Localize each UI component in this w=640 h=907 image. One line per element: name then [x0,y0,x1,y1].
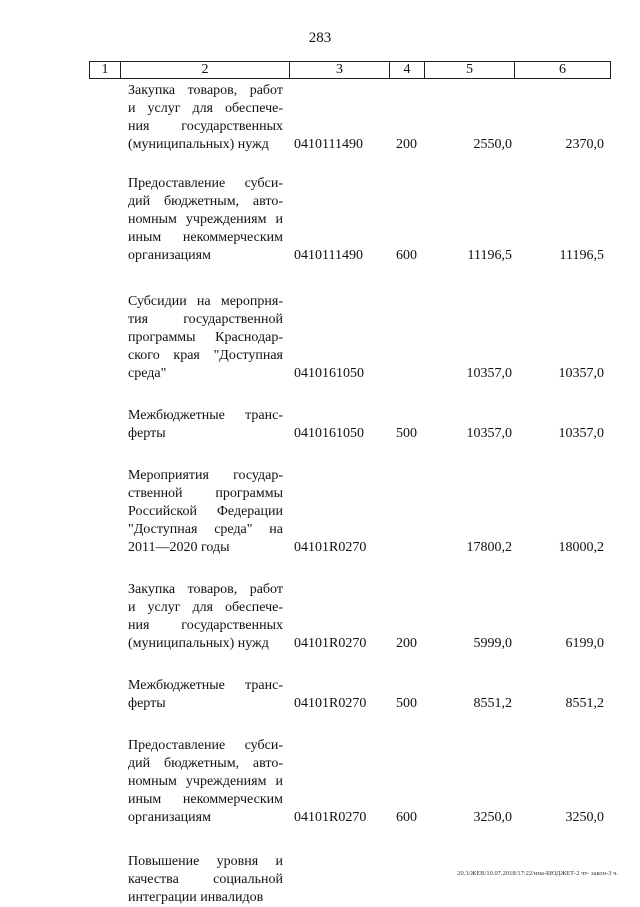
row-value-2019: 10357,0 [558,426,604,441]
row-name-line: 2011—2020 годы [128,540,230,555]
table-row [0,82,640,154]
row-name-line: ского края "Доступная [128,348,283,363]
table-header-row [89,61,611,79]
row-value-2018: 2550,0 [473,137,512,152]
row-value-2019: 3250,0 [565,810,604,825]
row-name-line: номным учреждениям и [128,212,283,227]
row-name-line: Межбюджетные транс- [128,678,283,693]
row-name [128,467,283,557]
row-name [128,737,283,827]
table-row [0,467,640,557]
row-value-2018: 17800,2 [466,540,512,555]
table-row [0,581,640,653]
row-name-line: Российской Федерации [128,504,283,519]
row-name-line: ственной программы [128,486,283,501]
row-name-line: ферты [128,426,166,441]
row-name-line: иным некоммерческим [128,230,283,245]
row-name-line: Предоставление субси- [128,176,283,191]
row-name [128,677,283,713]
row-type: 600 [396,248,417,263]
table-row [0,407,640,443]
row-value-2018: 11196,5 [467,248,512,263]
row-name-line: Закупка товаров, работ [128,83,283,98]
row-value-2019: 11196,5 [559,248,604,263]
row-name-line: Закупка товаров, работ [128,582,283,597]
row-code: 0410111490 [294,137,363,152]
row-name-line: ния государственных [128,618,283,633]
row-value-2019: 10357,0 [558,366,604,381]
row-name-line: тия государственной [128,312,283,327]
table-row [0,293,640,383]
row-type: 500 [396,426,417,441]
row-name-line: Межбюджетные транс- [128,408,283,423]
row-type: 500 [396,696,417,711]
row-value-2019: 6199,0 [565,636,604,651]
row-name [128,407,283,443]
table-row [0,175,640,265]
row-value-2019: 8551,2 [565,696,604,711]
row-name [128,175,283,265]
row-code: 04101R0270 [294,540,367,555]
row-value-2018: 10357,0 [466,426,512,441]
table-row [0,677,640,713]
footer-code: 20.3/ЖЕВ/10.07.2018/17:22/нпа-БЮДЖЕТ-2 чт- закон-3 ч. [457,870,618,877]
row-name [128,853,283,907]
row-value-2019: 2370,0 [565,137,604,152]
row-code: 04101R0270 [294,636,367,651]
row-name-line: номным учреждениям и [128,774,283,789]
row-name-line: (муниципальных) нужд [128,636,269,651]
row-name-line: Повышение уровня и [128,854,283,869]
row-name-line: дий бюджетным, авто- [128,194,283,209]
row-code: 0410161050 [294,366,364,381]
row-name-line: ферты [128,696,166,711]
row-code: 04101R0270 [294,696,367,711]
row-code: 04101R0270 [294,810,367,825]
row-type: 200 [396,636,417,651]
table-row [0,853,640,907]
header-col-3: 3 [289,62,389,78]
row-name [128,581,283,653]
row-value-2018: 10357,0 [466,366,512,381]
row-name-line: и услуг для обеспече- [128,101,283,116]
row-name-line: (муниципальных) нужд [128,137,269,152]
row-name-line: программы Краснодар- [128,330,283,345]
row-name-line: Субсидии на меропрня- [128,294,283,309]
row-value-2018: 5999,0 [473,636,512,651]
table-row [0,737,640,827]
row-name-line: и услуг для обеспече- [128,600,283,615]
row-name-line: иным некоммерческим [128,792,283,807]
row-name-line: "Доступная среда" на [128,522,283,537]
row-value-2019: 18000,2 [558,540,604,555]
row-name-line: интеграции инвалидов [128,890,264,905]
row-name-line: ния государственных [128,119,283,134]
row-name-line: организациям [128,810,211,825]
row-name-line: качества социальной [128,872,283,887]
page-number: 283 [308,30,332,46]
row-name-line: дий бюджетным, авто- [128,756,283,771]
row-name-line: среда" [128,366,167,381]
row-name-line: организациям [128,248,211,263]
header-col-6: 6 [514,62,611,78]
row-value-2018: 8551,2 [473,696,512,711]
row-code: 0410111490 [294,248,363,263]
row-value-2018: 3250,0 [473,810,512,825]
row-name-line: Мероприятия государ- [128,468,283,483]
header-col-4: 4 [389,62,424,78]
row-name [128,82,283,154]
row-name [128,293,283,383]
row-type: 200 [396,137,417,152]
header-col-1: 1 [89,62,120,78]
row-type: 600 [396,810,417,825]
header-col-2: 2 [120,62,289,78]
row-name-line: Предоставление субси- [128,738,283,753]
header-col-5: 5 [424,62,514,78]
row-code: 0410161050 [294,426,364,441]
